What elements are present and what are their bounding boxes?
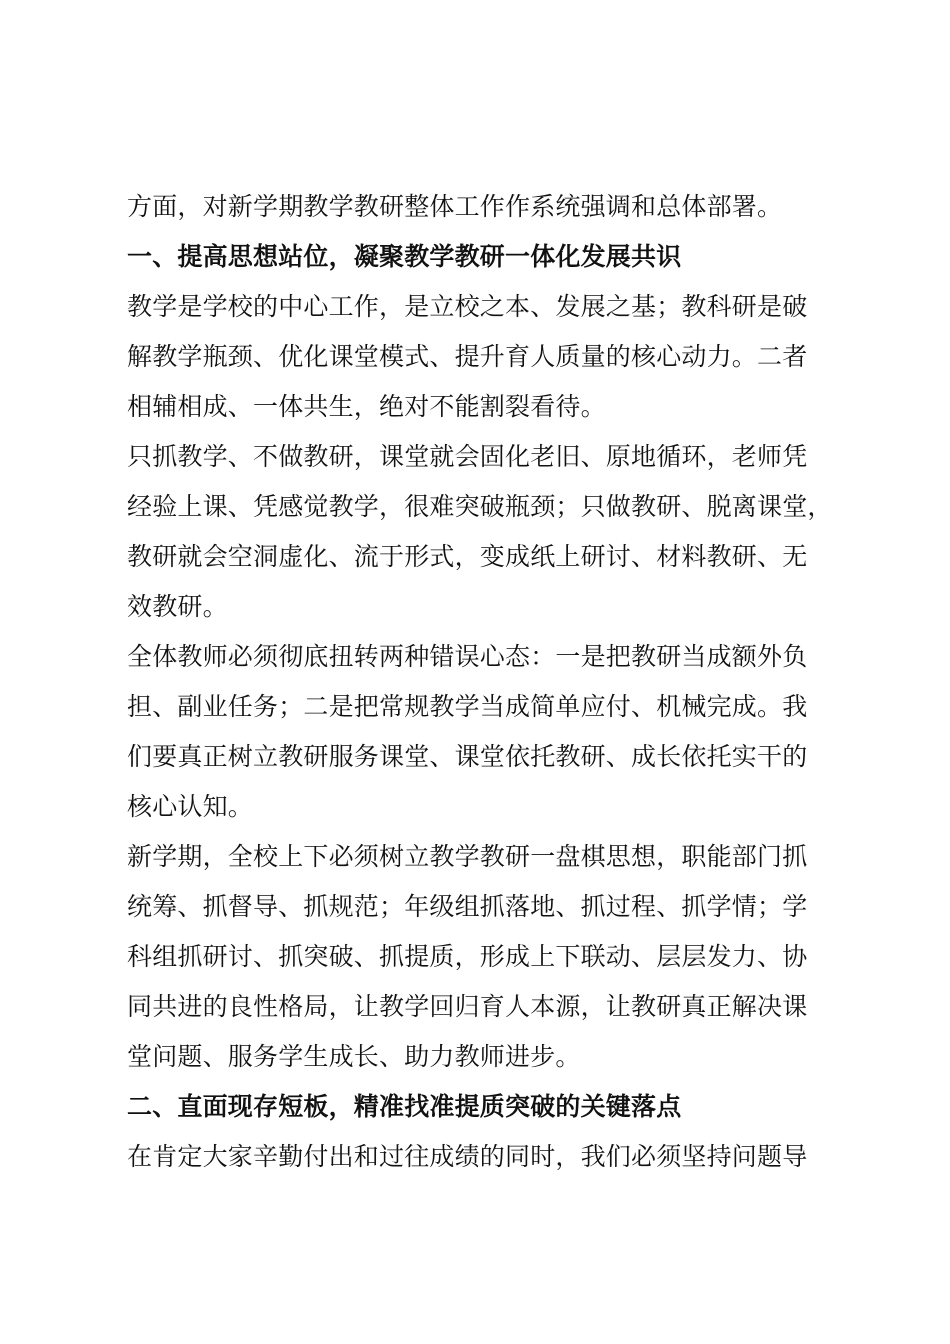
body-text-line: 方面，对新学期教学教研整体工作作系统强调和总体部署。 — [127, 192, 783, 221]
body-text-line: 们要真正树立教研服务课堂、课堂依托教研、成长依托实干的 — [127, 742, 808, 771]
body-text-line: 统筹、抓督导、抓规范；年级组抓落地、抓过程、抓学情；学 — [127, 892, 808, 921]
section-heading-1: 一、提高思想站位，凝聚教学教研一体化发展共识 — [127, 242, 682, 271]
body-text-line: 相辅相成、一体共生，绝对不能割裂看待。 — [127, 392, 606, 421]
body-text-line: 担、副业任务；二是把常规教学当成简单应付、机械完成。我 — [127, 692, 808, 721]
body-text-line: 效教研。 — [127, 592, 228, 621]
body-text-line: 解教学瓶颈、优化课堂模式、提升育人质量的核心动力。二者 — [127, 342, 808, 371]
body-text-line: 核心认知。 — [127, 792, 254, 821]
body-text-line: 堂问题、服务学生成长、助力教师进步。 — [127, 1042, 581, 1071]
document-body — [127, 182, 837, 1182]
body-text-line: 同共进的良性格局，让教学回归育人本源，让教研真正解决课 — [127, 992, 808, 1021]
body-text-line: 只抓教学、不做教研，课堂就会固化老旧、原地循环，老师凭 — [127, 442, 808, 471]
section-heading-2: 二、直面现存短板，精准找准提质突破的关键落点 — [127, 1092, 682, 1121]
body-text-line: 教研就会空洞虚化、流于形式，变成纸上研讨、材料教研、无 — [127, 542, 808, 571]
body-text-line: 经验上课、凭感觉教学，很难突破瓶颈；只做教研、脱离课堂， — [127, 492, 833, 521]
body-text-line: 教学是学校的中心工作，是立校之本、发展之基；教科研是破 — [127, 292, 808, 321]
body-text-line: 科组抓研讨、抓突破、抓提质，形成上下联动、层层发力、协 — [127, 942, 808, 971]
body-text-line: 全体教师必须彻底扭转两种错误心态：一是把教研当成额外负 — [127, 642, 808, 671]
body-text-line: 在肯定大家辛勤付出和过往成绩的同时，我们必须坚持问题导 — [127, 1142, 808, 1171]
body-text-line: 新学期，全校上下必须树立教学教研一盘棋思想，职能部门抓 — [127, 842, 808, 871]
